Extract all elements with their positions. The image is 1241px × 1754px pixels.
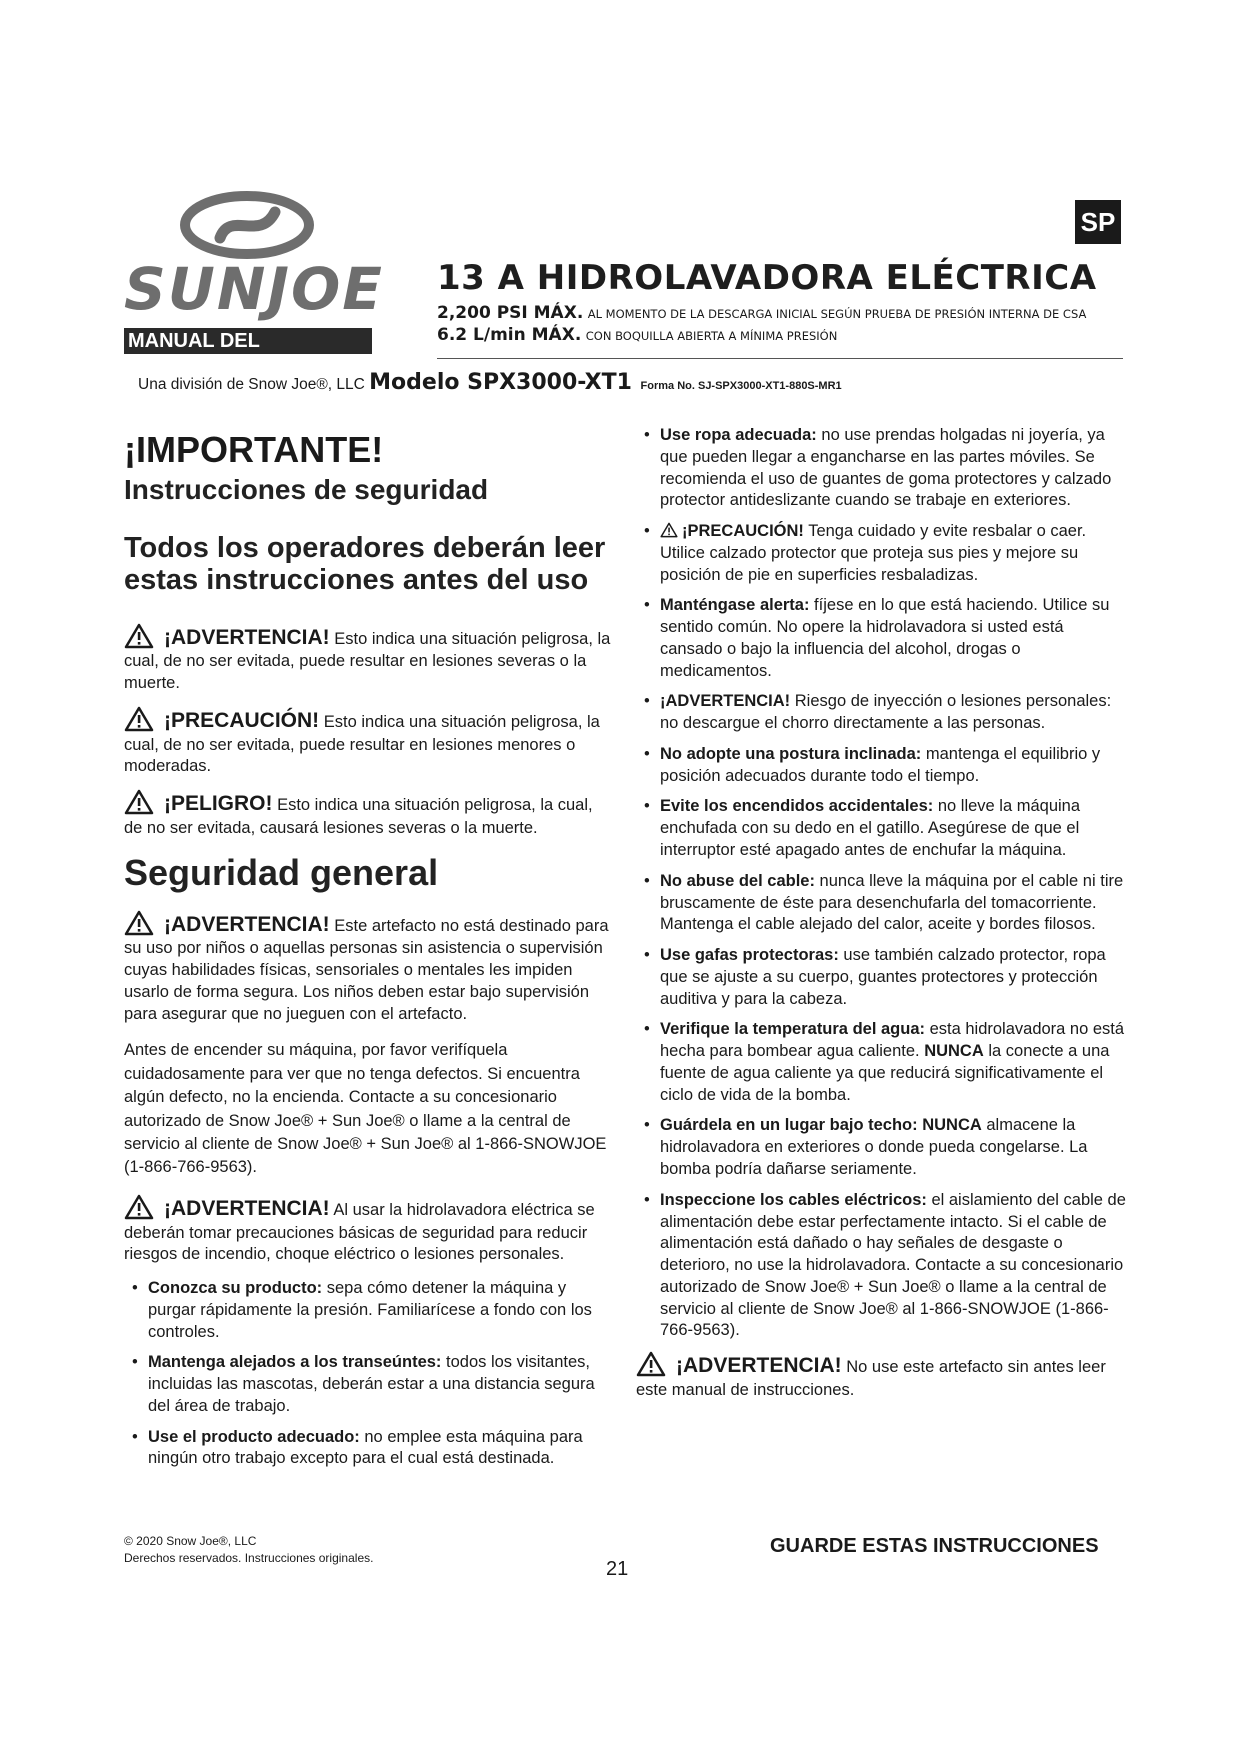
left-bullet-list [124, 1278, 614, 1470]
left-column [124, 430, 614, 1479]
warning-triangle-icon [124, 1194, 154, 1220]
list-item: • No adopte una postura inclinada: mantenga el equilibrio y posición adecuados durante todo el tiempo. [644, 744, 1101, 785]
list-item: • ¡PRECAUCIÓN! Tenga cuidado y evite resbalar o caer. Utilice calzado protector que proteja sus pies y mejore su posición de pie en superficies resbaladizas. [644, 522, 1087, 584]
manual-label: MANUAL DEL OPERADOR [124, 328, 372, 354]
warning-definition: ¡ADVERTENCIA! Esto indica una situación peligrosa, la cual, de no ser evitada, puede resultar en lesiones severas o la muerte. [124, 623, 614, 695]
warning-triangle-icon [124, 910, 154, 936]
language-badge: SP [1075, 200, 1121, 244]
list-item: • Evite los encendidos accidentales: no lleve la máquina enchufada con su dedo en el gatillo. Asegúrese de que el interruptor esté apagado antes de enchufar la máquina. [644, 797, 1081, 860]
inspection-paragraph: Antes de encender su máquina, por favor verifíquela cuidadosamente para ver que no tenga defectos. Si encuentra algún defecto, no la encienda. Contacte a su concesionario autorizado de Snow Joe® + Sun Joe® o llame a la central de servicio al cliente de Snow Joe® + Sun Joe® al 1-866-SNOWJOE (1-866-766-9563). [124, 1041, 607, 1177]
all-operators-heading: Todos los operadores deberán leer estas instrucciones antes del uso [124, 531, 606, 597]
danger-definition: ¡PELIGRO! Esto indica una situación peligrosa, la cual, de no ser evitada, causará lesiones severas o la muerte. [124, 789, 614, 839]
spec-flow: 6.2 L/min MÁX. CON BOQUILLA ABIERTA A MÍNIMA PRESIÓN [437, 325, 838, 345]
warning-triangle-icon [124, 706, 154, 732]
warning-triangle-icon [124, 789, 154, 815]
list-item: • Use el producto adecuado: no emplee esta máquina para ningún otro trabajo excepto para el cual está destinada. [132, 1427, 583, 1468]
save-instructions: GUARDE ESTAS INSTRUCCIONES [770, 1535, 1099, 1557]
spec-pressure: 2,200 PSI MÁX. AL MOMENTO DE LA DESCARGA INICIAL SEGÚN PRUEBA DE PRESIÓN INTERNA DE CSA [437, 303, 1087, 323]
basic-precautions-warning: ¡ADVERTENCIA! Al usar la hidrolavadora eléctrica se deberán tomar precauciones básicas de seguridad para reducir riesgos de incendio, choque eléctrico o lesiones personales. [124, 1194, 614, 1266]
list-item: • Mantenga alejados a los transeúntes: todos los visitantes, incluidas las mascotas, deberán estar a una distancia segura del área de trabajo. [132, 1353, 595, 1415]
brand-logo-icon [180, 190, 315, 260]
brand-wordmark: SUNJOE [124, 255, 384, 323]
footer-copyright: © 2020 Snow Joe®, LLC Derechos reservados. Instrucciones originales. [124, 1534, 374, 1566]
safety-instructions-heading: Instrucciones de seguridad [124, 473, 489, 505]
list-item: • Use ropa adecuada: no use prendas holgadas ni joyería, ya que pueden llegar a engancharse en las partes móviles. Se recomienda el uso de guantes de goma protectores y calzado protector antideslizante cuando se trabaje en exteriores. [644, 426, 1112, 510]
warning-triangle-icon [636, 1351, 666, 1377]
list-item: • Guárdela en un lugar bajo techo: NUNCA almacene la hidrolavadora en exteriores o donde pueda congelarse. La bomba podría dañarse seriamente. [644, 1116, 1088, 1178]
model-number: Modelo SPX3000-XT1 [369, 370, 632, 395]
list-item: • ¡ADVERTENCIA! Riesgo de inyección o lesiones personales: no descargue el chorro directamente a las personas. [644, 692, 1112, 733]
warning-triangle-icon [124, 623, 154, 649]
general-safety-heading: Seguridad general [124, 851, 439, 893]
product-title: 13 A HIDROLAVADORA ELÉCTRICA [437, 258, 1097, 298]
right-bullet-list [636, 425, 1126, 1342]
warning-triangle-icon [660, 522, 678, 538]
list-item: • Conozca su producto: sepa cómo detener la máquina y purgar rápidamente la presión. Familiarícese a fondo con los controles. [132, 1279, 592, 1341]
header-divider [437, 358, 1123, 359]
read-manual-warning: ¡ADVERTENCIA! No use este artefacto sin antes leer este manual de instrucciones. [636, 1351, 1126, 1401]
list-item: • No abuse del cable: nunca lleve la máquina por el cable ni tire bruscamente de éste para desenchufarla del tomacorriente. Mantenga el cable alejado del calor, aceite y bordes filosos. [644, 871, 1124, 934]
division-line: Una división de Snow Joe®, LLC Modelo SPX3000-XT1 Forma No. SJ-SPX3000-XT1-880S-MR1 [138, 370, 842, 395]
important-heading: ¡IMPORTANTE! [124, 429, 384, 470]
caution-definition: ¡PRECAUCIÓN! Esto indica una situación peligrosa, la cual, de no ser evitada, puede resultar en lesiones menores o moderadas. [124, 706, 614, 778]
list-item: • Inspeccione los cables eléctricos: el aislamiento del cable de alimentación debe estar perfectamente intacto. Si el cable de alimentación está dañado o hay señales de desgaste o deterioro, no use la hidrolavadora. Contacte a su concesionario autorizado de Snow Joe® + Sun Joe® o llame a la central de servicio al cliente de Snow Joe® al 1-866-SNOWJOE (1-866-766-9563). [644, 1190, 1126, 1340]
list-item: • Verifique la temperatura del agua: esta hidrolavadora no está hecha para bombear agua caliente. NUNCA la conecte a una fuente de agua caliente ya que reducirá significativamente el ciclo de vida de la bomba. [644, 1020, 1125, 1104]
list-item: • Manténgase alerta: fíjese en lo que está haciendo. Utilice su sentido común. No opere la hidrolavadora si usted está cansado o bajo la influencia del alcohol, drogas o medicamentos. [644, 596, 1110, 680]
form-number: Forma No. SJ-SPX3000-XT1-880S-MR1 [640, 380, 842, 392]
list-item: • Use gafas protectoras: use también calzado protector, ropa que se ajuste a su cuerpo, guantes protectores y protección auditiva y para la cabeza. [644, 946, 1106, 1008]
children-warning: ¡ADVERTENCIA! Este artefacto no está destinado para su uso por niños o aquellas personas sin asistencia o supervisión cuyas habilidades físicas, sensoriales o mentales les impiden usarlo de forma segura. Los niños deben estar bajo supervisión para asegurar que no jueguen con el artefacto. [124, 910, 614, 1026]
page-number: 21 [606, 1558, 629, 1580]
right-column [636, 425, 1126, 1402]
